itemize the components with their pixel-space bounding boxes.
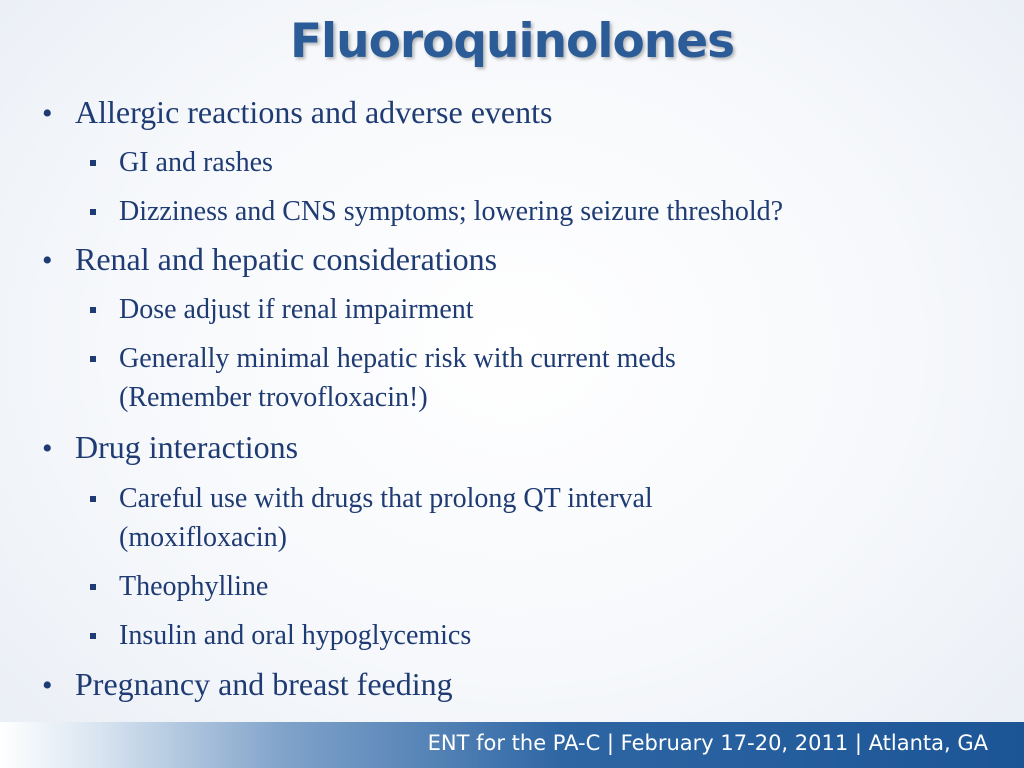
sub-bullet-square (90, 496, 96, 502)
bullet-pregnancy: Pregnancy and breast feeding (75, 666, 453, 702)
sub-bullet-square (90, 356, 96, 362)
slide-title: Fluoroquinolones (289, 14, 735, 69)
bullet-dot: • (42, 669, 53, 702)
sub-bullet-square (90, 633, 96, 639)
bullet-allergic-reactions: Allergic reactions and adverse events (75, 94, 553, 130)
sub-bullet-hepatic-risk-continued: (Remember trovofloxacin!) (119, 382, 428, 413)
bullet-dot: • (42, 97, 53, 130)
sub-bullet-square (90, 209, 96, 215)
bullet-dot: • (42, 432, 53, 465)
sub-bullet-qt-interval: Careful use with drugs that prolong QT interval (119, 483, 653, 514)
bullet-drug-interactions: Drug interactions (75, 429, 299, 465)
sub-bullet-theophylline: Theophylline (119, 571, 269, 602)
sub-bullet-gi-rashes: GI and rashes (119, 147, 273, 178)
footer-bar (0, 722, 1024, 768)
sub-bullet-square (90, 584, 96, 590)
sub-bullet-dizziness: Dizziness and CNS symptoms; lowering seizure threshold? (119, 196, 784, 227)
sub-bullet-dose-adjust: Dose adjust if renal impairment (119, 294, 474, 325)
bullet-dot: • (42, 244, 53, 277)
sub-bullet-hepatic-risk: Generally minimal hepatic risk with current meds (119, 343, 676, 374)
footer-text: ENT for the PA-C | February 17-20, 2011 | Atlanta, GA (427, 731, 988, 755)
bullet-renal-hepatic: Renal and hepatic considerations (75, 241, 498, 277)
sub-bullet-qt-interval-continued: (moxifloxacin) (119, 522, 287, 553)
sub-bullet-square (90, 307, 96, 313)
sub-bullet-insulin: Insulin and oral hypoglycemics (119, 620, 472, 651)
sub-bullet-square (90, 160, 96, 166)
